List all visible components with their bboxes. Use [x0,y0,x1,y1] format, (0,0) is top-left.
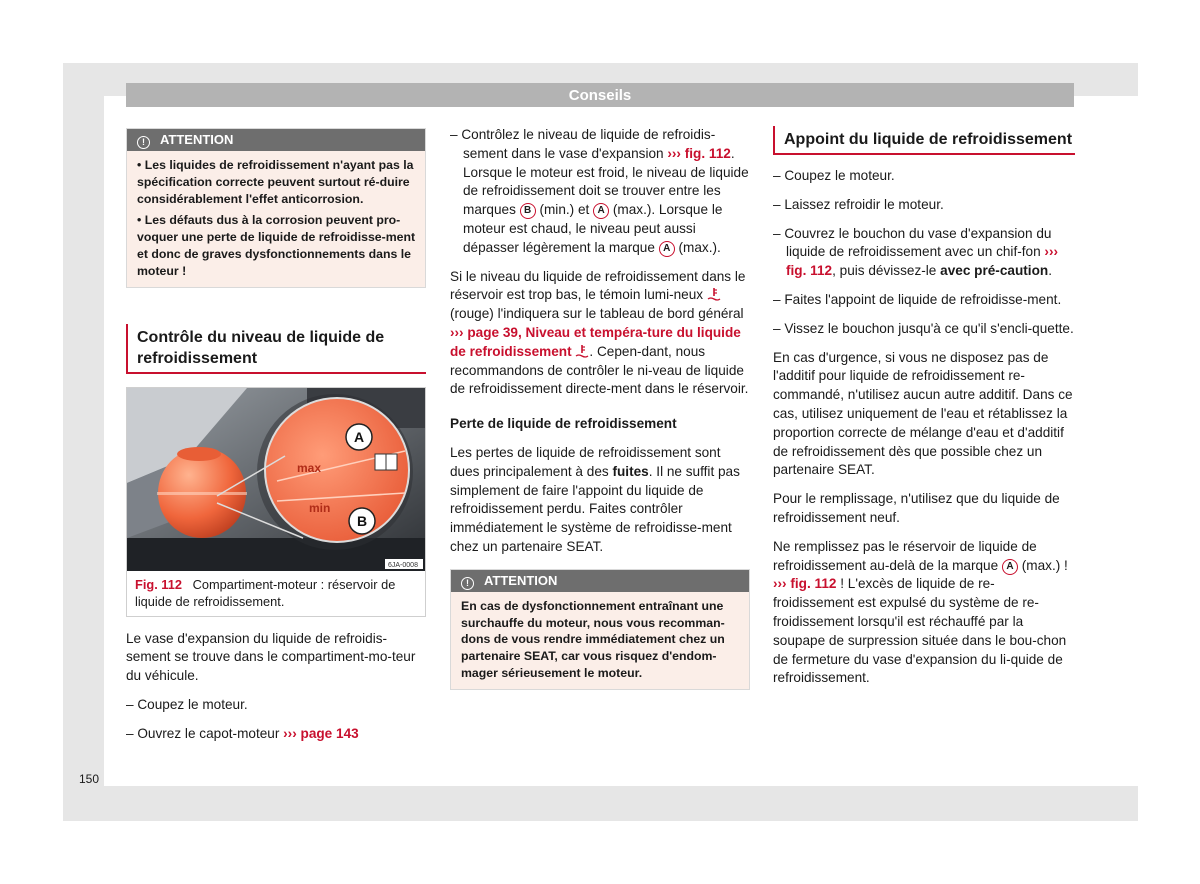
loss-paragraph [450,444,750,557]
warning-label: ATTENTION [160,132,234,147]
paragraph-text: (rouge) l'indiquera sur le tableau de bord général [450,306,744,322]
figure-112 [126,387,426,617]
step-item: – Vissez le bouchon jusqu'à ce qu'il s'encli-quette. [773,320,1074,336]
emergency-paragraph: En cas d'urgence, si vous ne disposez pas de l'additif pour liquide de refroidissement re-commandé, n'utilisez aucun autre additif. Dans ce cas, utilisez uniquement de l'eau et rétablissez la proportion correcte de mélange d'eau et d'additif de refroidissement dès que possible chez un partenaire SEAT. [773,349,1073,478]
warning-box-1 [126,128,426,288]
paragraph-text: . Cepen-dant, nous recommandons de contrôler le ni-veau de liquide de refroidissement directe-ment dans le réservoir. [450,343,749,397]
column-right [773,126,1075,698]
warning-bullet: • Les liquides de refroidissement n'ayant pas la spécification correcte peuvent surtout ré-duire considérablement l'effet anticorrosion. [137,158,414,206]
step-text: – Couvrez le bouchon du vase d'expansion du liquide de refroidissement avec un chif-fon [773,225,1052,260]
coolant-temperature-icon [707,287,721,301]
page-reference-link[interactable]: ››› page 143 [283,725,359,741]
paragraph-text: . Il ne suffit pas simplement de faire l'appoint du liquide de refroidissement perdu. Faites contrôler immédiatement le système de refroidisse-ment chez un partenaire SEAT. [450,463,740,554]
figure-reference-link[interactable]: ››› fig. 112 [786,244,1059,279]
step-item [773,225,1075,281]
step-item: – Coupez le moteur. [773,168,895,183]
step-text: – Ouvrez le capot-moteur [126,725,284,741]
figure-reference-link[interactable]: ››› fig. 112 [773,576,837,592]
warning-header [127,129,425,151]
step-text: – Contrôlez le niveau de liquide de refroidis-sement dans le vase d'expansion [450,127,716,161]
mark-a-badge: A [1002,559,1018,575]
paragraph-text: Si le niveau du liquide de refroidissement dans le réservoir est trop bas, le témoin lumi-neux [450,268,746,303]
section-header-title: Conseils [568,87,632,104]
paragraph-text: Les pertes de liquide de refroidissement sont dues principalement à des [450,444,721,479]
page-reference-link[interactable]: ››› page 39, Niveau et tempéra-ture du liquide de refroidissement [450,324,741,359]
column-left [126,128,426,754]
step-text: . [1048,263,1052,279]
step-item [450,126,750,258]
page-number: 150 [79,772,100,786]
step-text: (max.). Lorsque le moteur est chaud, le niveau peut aussi dépasser légèrement la marque [463,202,723,255]
exclamation-circle-icon: ! [137,136,150,149]
book-icon [375,454,397,470]
section-title: Contrôle du niveau de liquide de refroidissement [126,324,426,374]
step-item [126,725,426,744]
min-mark-label: min [309,500,331,515]
step-item: – Laissez refroidir le moteur. [773,196,944,212]
figure-caption [127,571,425,616]
engine-bay-image [127,388,425,571]
paragraph-text: (max.) ! [1017,557,1068,573]
paragraph-text: Ne remplissez pas le réservoir de liquide de refroidissement au-delà de la marque [773,538,1037,573]
max-mark-label: max [297,460,322,475]
warning-label: ATTENTION [484,572,558,588]
section-title: Appoint du liquide de refroidissement [773,126,1075,155]
paragraph-text: ! L'excès de liquide de re-froidissement est expulsé du système de re-froidissement lorsqu'il est réchauffé par la soupape de surpression située dans le bou-chon de fermeture du vase d'expansion du li-quide de refroidissement. [773,576,1067,686]
figure-code: 6JA-0008 [388,561,418,569]
step-text: , puis dévissez-le [832,263,941,279]
step-text: (min.) et [535,202,594,218]
step-text: . Lorsque le moteur est froid, le niveau de liquide de refroidissement doit se trouver entre les marques [463,145,749,218]
section-header-bar [126,83,1074,107]
warning-body [127,151,425,287]
warning-bullet: • Les défauts dus à la corrosion peuvent pro-voquer une perte de liquide de refroidisse-ment et donc de graves dysfonctionnements dans le moteur ! [137,213,416,278]
callout-a-label: A [354,428,365,445]
step-item: – Faites l'appoint de liquide de refroidisse-ment. [773,291,1062,307]
step-item: – Coupez le moteur. [126,696,248,712]
warning-light-paragraph [450,268,750,400]
callout-b-label: B [357,512,368,529]
figure-number: Fig. 112 [135,576,182,592]
mark-a-badge: A [659,241,675,257]
mark-b-badge: B [520,203,536,219]
intro-paragraph: Le vase d'expansion du liquide de refroidis-sement se trouve dans le compartiment-mo-teur du véhicule. [126,630,416,684]
figure-reference-link[interactable]: ››› fig. 112 [667,145,731,161]
exclamation-circle-icon: ! [461,577,474,590]
figure-caption-text: Compartiment-moteur : réservoir de liquide de refroidissement. [135,576,396,609]
step-text: (max.). [674,239,721,255]
warning-box-2 [450,569,750,690]
overfill-paragraph [773,538,1075,688]
mark-a-badge: A [593,203,609,219]
bold-text: avec pré-caution [940,263,1049,279]
bold-text: fuites [612,463,649,479]
coolant-temperature-icon [575,344,589,358]
refill-paragraph: Pour le remplissage, n'utilisez que du liquide de refroidissement neuf. [773,491,1060,525]
warning-body: En cas de dysfonctionnement entraînant une surchauffe du moteur, nous vous recomman-dons de vous rendre immédiatement chez un partenaire SEAT, car vous risquez d'endom-mager sérieusement le moteur. [461,598,725,680]
column-middle [450,126,750,690]
subheading: Perte de liquide de refroidissement [450,416,677,432]
warning-header [451,570,749,592]
